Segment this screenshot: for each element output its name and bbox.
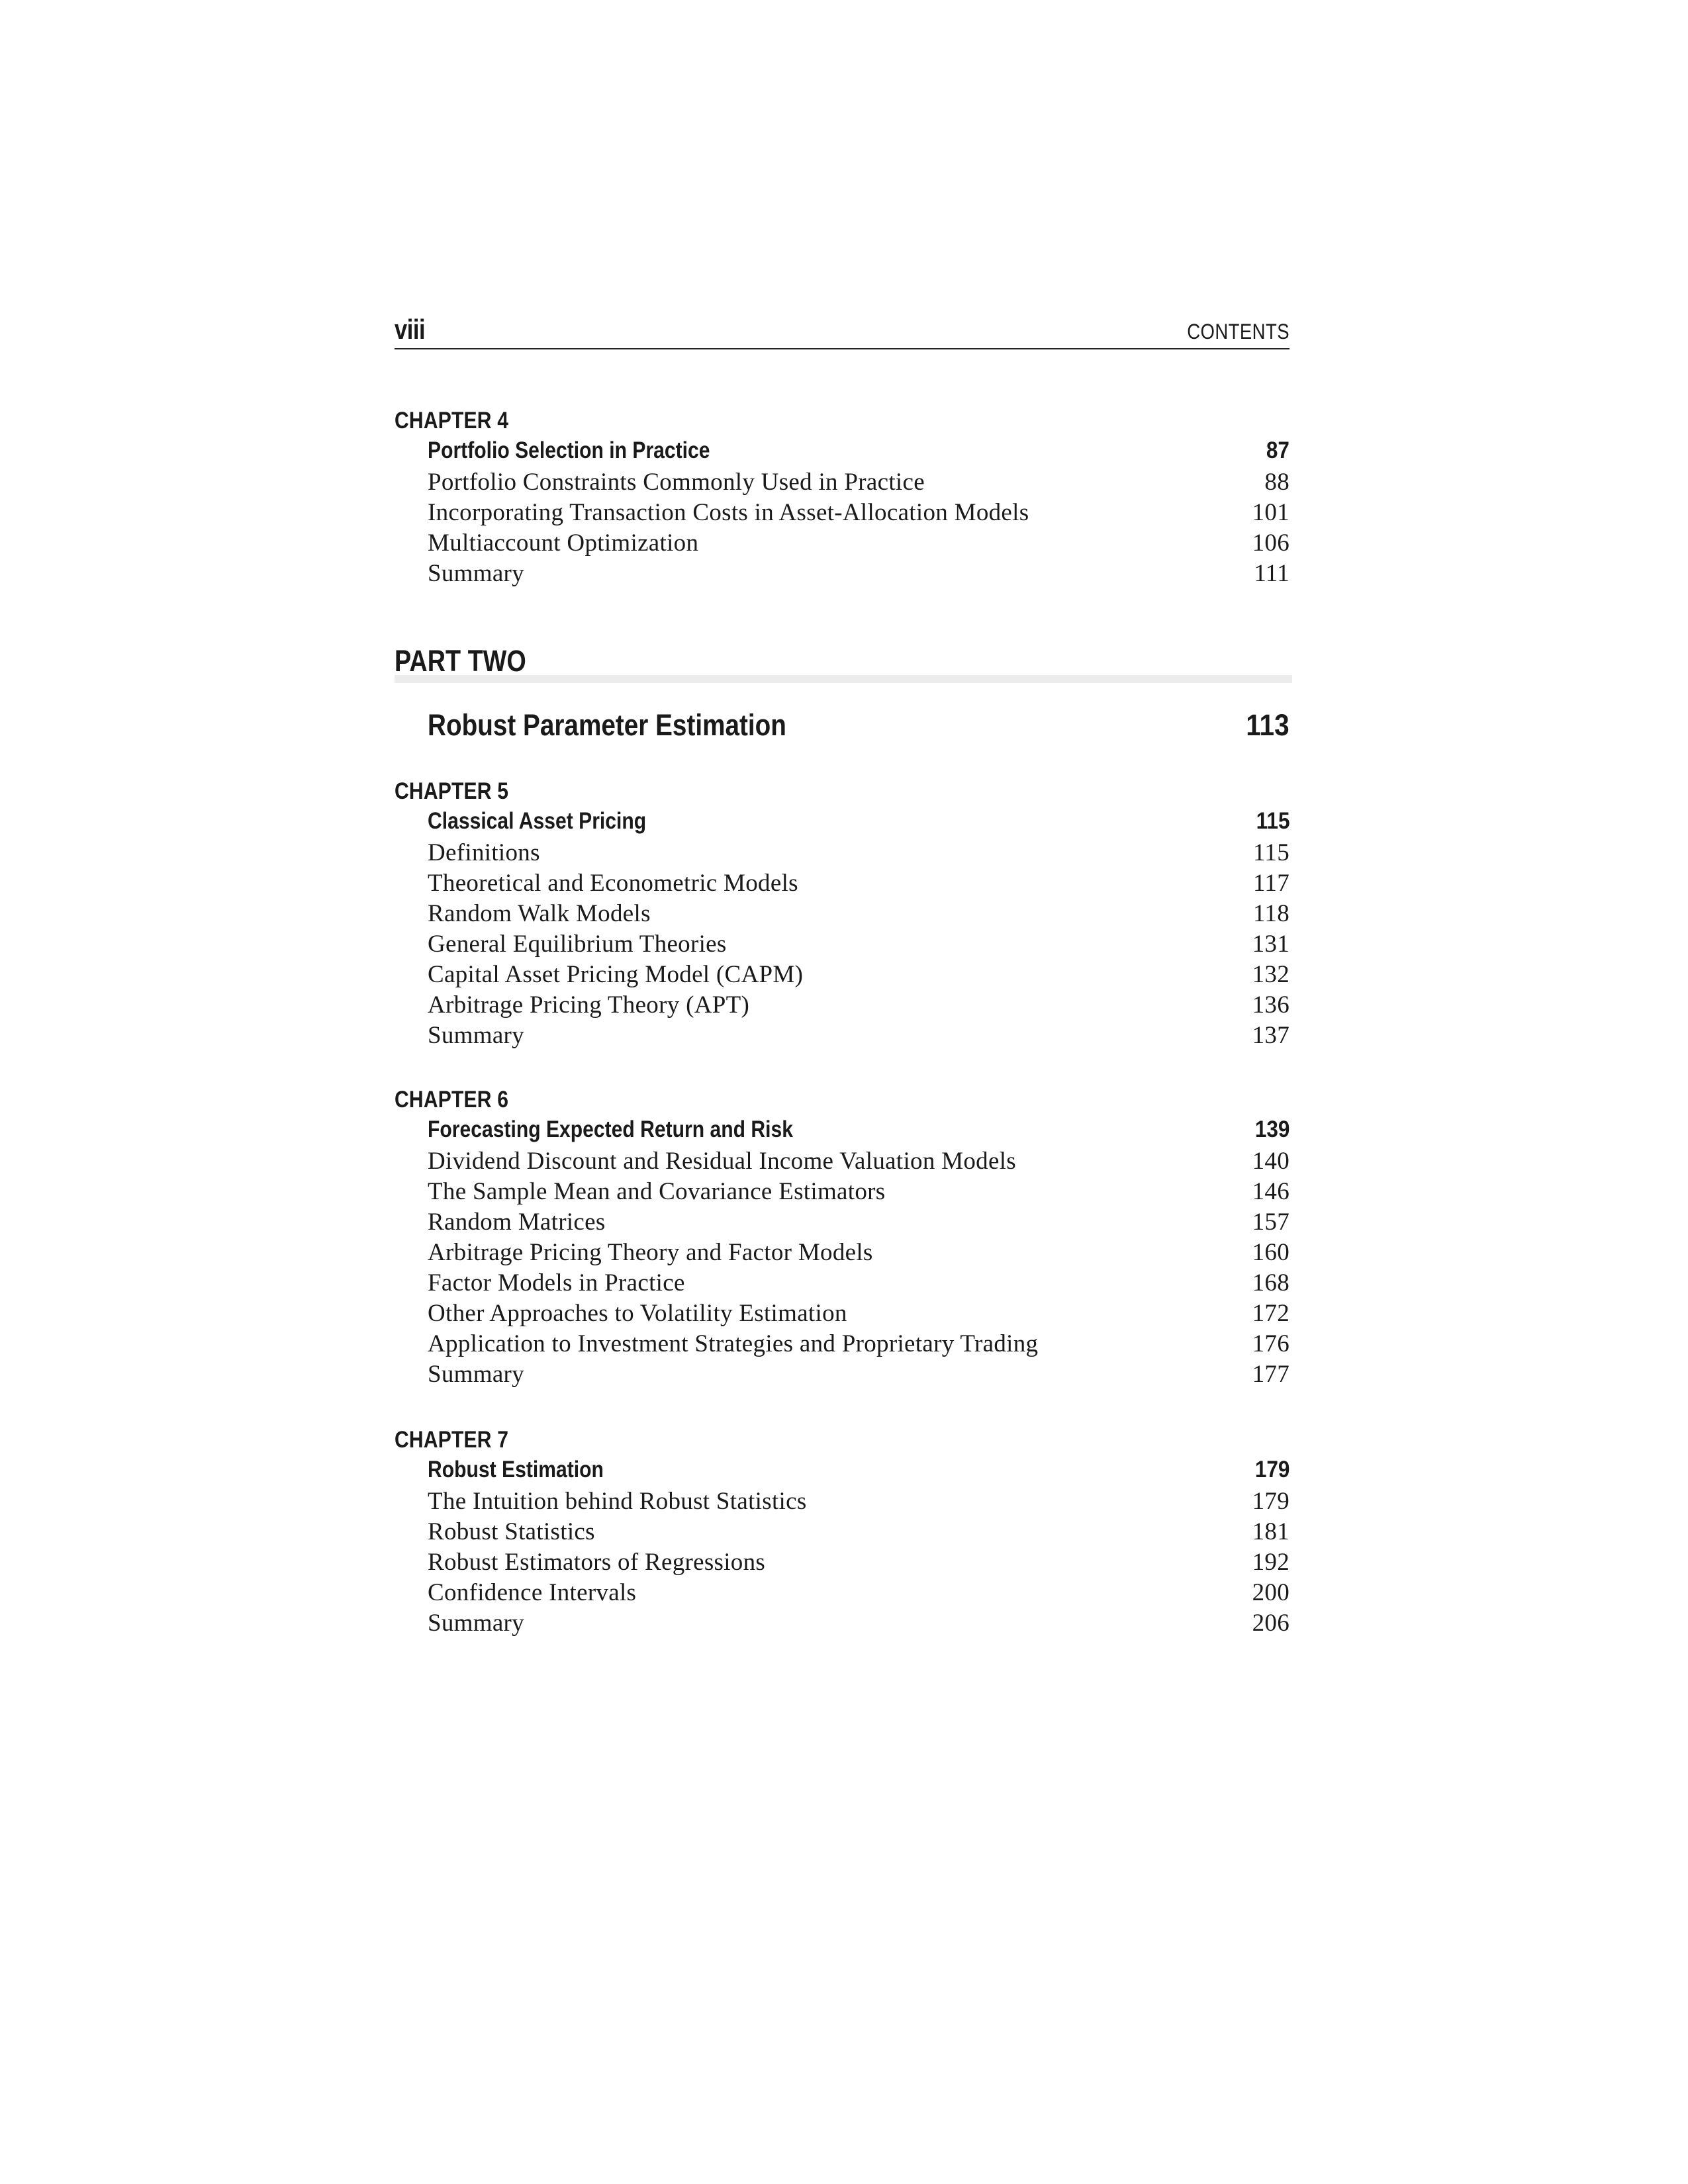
entry-title: Summary [428,1610,524,1637]
entry-title: Arbitrage Pricing Theory and Factor Models [428,1239,873,1266]
entry-title: Capital Asset Pricing Model (CAPM) [428,961,804,988]
part-page: 113 [1246,708,1289,742]
part-title: Robust Parameter Estimation [428,708,786,742]
entry-title: Incorporating Transaction Costs in Asset-Allocation Models [428,499,1029,526]
chapter-5-section [395,778,1289,1051]
entry-title: Robust Estimators of Regressions [428,1549,766,1576]
toc-entry[interactable] [395,1329,1289,1359]
chapter-page: 179 [1254,1457,1289,1482]
entry-page: 172 [1252,1300,1289,1327]
chapter-title: Forecasting Expected Return and Risk [428,1116,793,1142]
chapter-title-row[interactable] [395,1113,1289,1146]
entry-page: 179 [1252,1488,1289,1515]
entry-page: 200 [1252,1579,1289,1606]
chapter-label: CHAPTER 4 [395,408,509,433]
section-list [395,1146,1289,1390]
entry-title: Multiaccount Optimization [428,529,699,557]
toc-entry[interactable] [395,1146,1289,1177]
entry-page: 131 [1252,931,1289,958]
entry-title: The Sample Mean and Covariance Estimators [428,1178,886,1205]
toc-entry[interactable] [395,990,1289,1021]
chapter-title: Portfolio Selection in Practice [428,437,710,463]
entry-page: 101 [1252,499,1289,526]
toc-entry[interactable] [395,1578,1289,1608]
toc-entry[interactable] [395,1298,1289,1329]
entry-title: Summary [428,560,524,587]
entry-page: 157 [1252,1208,1289,1236]
part-label: PART TWO [395,644,526,678]
entry-page: 146 [1252,1178,1289,1205]
toc-entry[interactable] [395,559,1289,589]
toc-entry[interactable] [395,1021,1289,1051]
toc-entry[interactable] [395,498,1289,528]
entry-title: Other Approaches to Volatility Estimation [428,1300,847,1327]
chapter-6-section [395,1087,1289,1390]
toc-entry[interactable] [395,1238,1289,1268]
entry-page: 136 [1252,991,1289,1019]
chapter-title: Classical Asset Pricing [428,808,647,834]
toc-entry[interactable] [395,1608,1289,1639]
running-title: CONTENTS [1187,320,1289,343]
entry-title: Random Walk Models [428,900,651,927]
chapter-page: 87 [1266,437,1289,463]
entry-title: Dividend Discount and Residual Income Valuation Models [428,1148,1016,1175]
toc-entry[interactable] [395,1547,1289,1578]
chapter-title: Robust Estimation [428,1457,604,1482]
chapter-label: CHAPTER 5 [395,778,509,804]
entry-page: 160 [1252,1239,1289,1266]
toc-entry[interactable] [395,1486,1289,1517]
chapter-title-row[interactable] [395,805,1289,838]
entry-page: 106 [1252,529,1289,557]
entry-title: Confidence Intervals [428,1579,637,1606]
entry-page: 176 [1252,1330,1289,1357]
entry-page: 192 [1252,1549,1289,1576]
entry-page: 137 [1252,1022,1289,1049]
chapter-label: CHAPTER 7 [395,1427,509,1453]
entry-title: Robust Statistics [428,1518,595,1545]
entry-page: 140 [1252,1148,1289,1175]
section-list [395,838,1289,1051]
chapter-title-row[interactable] [395,1453,1289,1486]
entry-title: Definitions [428,839,540,866]
entry-page: 177 [1252,1361,1289,1388]
toc-entry[interactable] [395,868,1289,899]
entry-title: Application to Investment Strategies and Proprietary Trading [428,1330,1039,1357]
toc-entry[interactable] [395,1268,1289,1298]
page-number: viii [395,314,426,345]
running-header [395,310,1289,349]
chapter-page: 115 [1256,808,1289,834]
chapter-4-section [395,408,1289,589]
toc-entry[interactable] [395,1359,1289,1390]
entry-page: 118 [1252,900,1289,927]
entry-page: 117 [1252,870,1289,897]
toc-entry[interactable] [395,960,1289,990]
toc-entry[interactable] [395,1517,1289,1547]
chapter-page: 139 [1254,1116,1289,1142]
toc-entry[interactable] [395,467,1289,498]
entry-page: 181 [1252,1518,1289,1545]
toc-entry[interactable] [395,899,1289,929]
entry-title: Summary [428,1361,524,1388]
entry-title: Theoretical and Econometric Models [428,870,798,897]
chapter-title-row[interactable] [395,434,1289,467]
toc-entry[interactable] [395,1207,1289,1238]
toc-entry[interactable] [395,528,1289,559]
toc-entry[interactable] [395,1177,1289,1207]
entry-title: Arbitrage Pricing Theory (APT) [428,991,750,1019]
entry-page: 168 [1252,1269,1289,1297]
section-list [395,1486,1289,1639]
entry-title: The Intuition behind Robust Statistics [428,1488,807,1515]
part-two-section [395,645,1289,744]
entry-title: Summary [428,1022,524,1049]
entry-page: 132 [1252,961,1289,988]
entry-title: General Equilibrium Theories [428,931,727,958]
entry-page: 206 [1252,1610,1289,1637]
chapter-label: CHAPTER 6 [395,1087,509,1113]
toc-entry[interactable] [395,929,1289,960]
toc-entry[interactable] [395,838,1289,868]
entry-title: Portfolio Constraints Commonly Used in Practice [428,469,925,496]
part-title-row[interactable] [395,707,1289,744]
entry-title: Random Matrices [428,1208,606,1236]
section-list [395,467,1289,589]
chapter-7-section [395,1427,1289,1639]
toc-page [395,310,1289,1639]
entry-title: Factor Models in Practice [428,1269,685,1297]
entry-page: 115 [1252,839,1289,866]
entry-page: 111 [1254,560,1289,587]
entry-page: 88 [1264,469,1289,496]
